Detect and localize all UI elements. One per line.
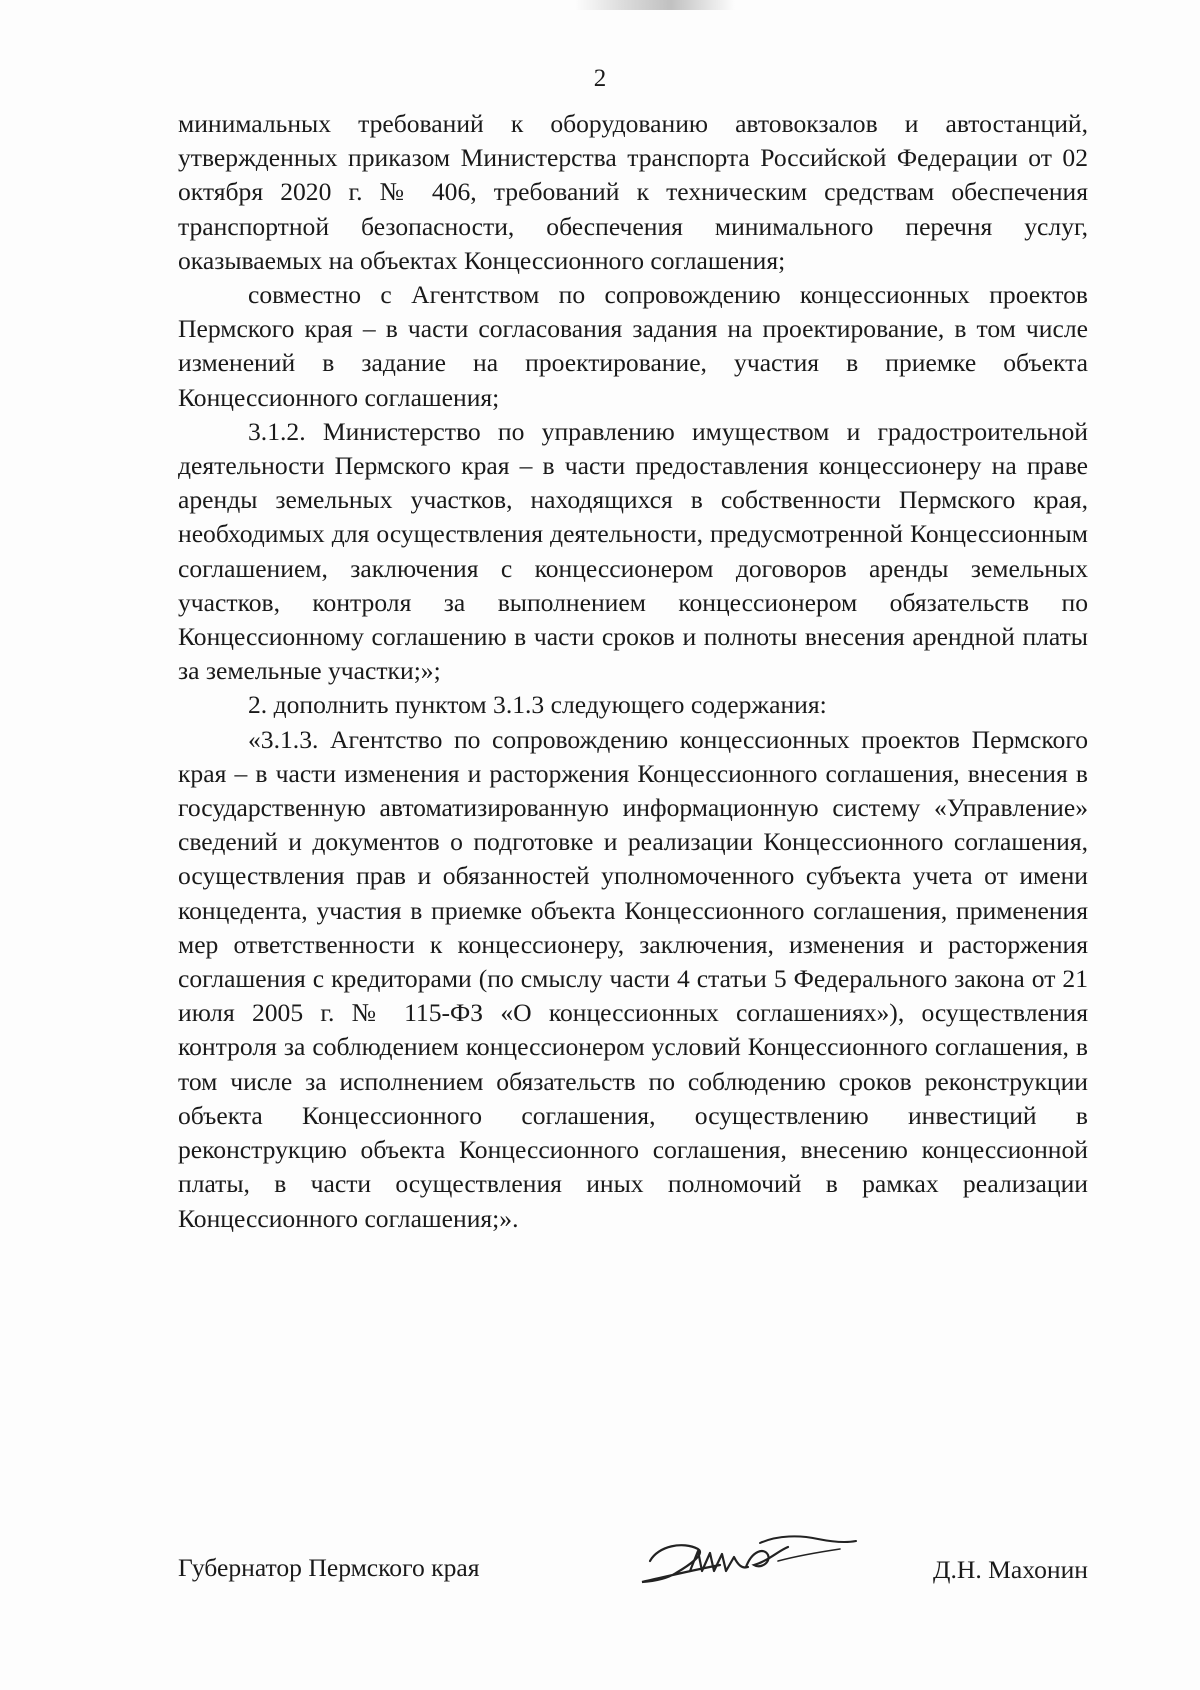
signatory-name: Д.Н. Махонин [933, 1555, 1088, 1584]
paragraph-amendment-instruction: 2. дополнить пунктом 3.1.3 следующего содержания: [248, 690, 827, 720]
signature-block [178, 1543, 1088, 1603]
handwritten-signature [628, 1521, 858, 1591]
document-body [178, 107, 1088, 1236]
paragraph-agency-powers: «3.1.3. Агентство по сопровождению концессионных проектов Пермского края – в части изменения и расторжения Концессионного соглашения, внесения в государственную автоматизированную информационную систему «Управление» сведений и документов о подготовке и реализации Концессионного соглашения, осуществления прав и обязанностей уполномоченного субъекта учета от имени концедента, участия в приемке объекта Концессионного соглашения, применения мер ответственности к концессионеру, заключения, изменения и расторжения соглашения с кредиторами (по смыслу части 4 статьи 5 Федерального закона от 21 июля 2005 г. № 115-ФЗ «О концессионных соглашениях»), осуществления контроля за соблюдением концессионером условий Концессионного соглашения, в том числе за исполнением обязательств по соблюдению сроков реконструкции объекта Концессионного соглашения, осуществлению инвестиций в реконструкцию объекта Концессионного соглашения, внесению концессионной платы, в части осуществления иных полномочий в рамках реализации Концессионного соглашения;». [178, 724, 1088, 1233]
paragraph-equipment-requirements: минимальных требований к оборудованию автовокзалов и автостанций, утвержденных приказом Министерства транспорта Российской Федерации от 02 октября 2020 г. № 406, требований к техническим средствам обеспечения транспортной безопасности, обеспечения минимального перечня услуг, оказываемых на объектах Концессионного соглашения; [178, 109, 1088, 275]
scan-artifact [575, 0, 735, 10]
paragraph-agency-coordination: совместно с Агентством по сопровождению концессионных проектов Пермского края – в части согласования задания на проектирование, в том числе изменений в задание на проектирование, участия в приемке объекта Концессионного соглашения; [178, 280, 1088, 412]
page-number: 2 [593, 65, 607, 92]
signatory-title: Губернатор Пермского края [178, 1553, 480, 1582]
paragraph-ministry-property: 3.1.2. Министерство по управлению имуществом и градостроительной деятельности Пермского края – в части предоставления концессионеру на праве аренды земельных участков, находящихся в собственности Пермского края, необходимых для осуществления деятельности, предусмотренной Концессионным соглашением, заключения с концессионером договоров аренды земельных участков, контроля за выполнением концессионером обязательств по Концессионному соглашению в части сроков и полноты внесения арендной платы за земельные участки;»; [178, 416, 1088, 686]
